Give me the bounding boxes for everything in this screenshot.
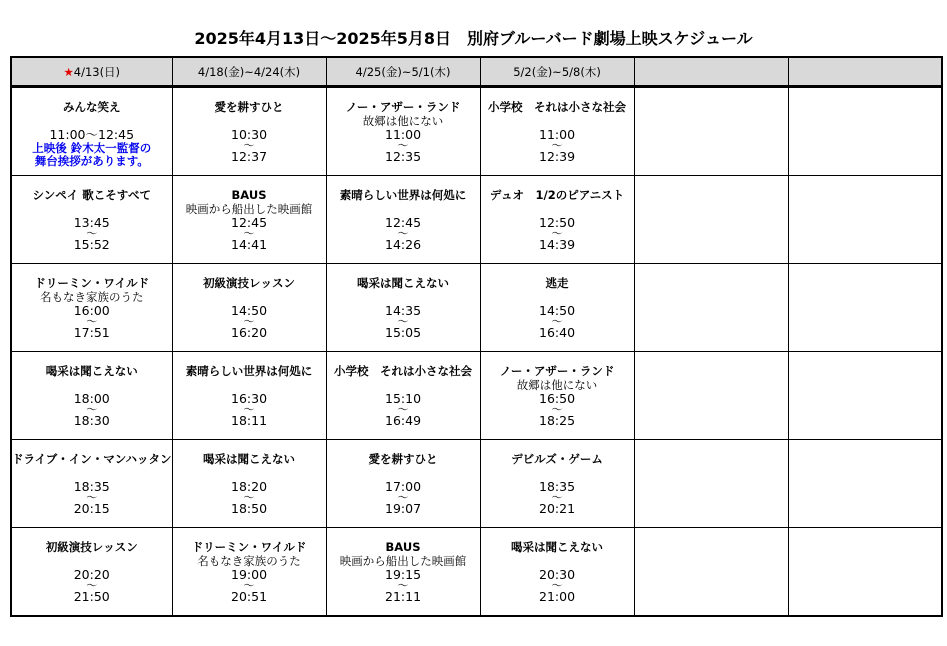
- schedule-row: [11, 528, 942, 617]
- movie-title: デビルズ・ゲーム: [511, 452, 603, 466]
- column-header-label: 5/2(金)~5/8(木): [513, 64, 601, 79]
- start-time: 12:45: [385, 215, 422, 230]
- screening: [481, 528, 634, 615]
- time-separator: ～: [551, 579, 563, 592]
- schedule-cell: [480, 528, 634, 617]
- movie-title: ドリーミン・ワイルド: [191, 540, 307, 554]
- movie-subtitle: 名もなき家族のうた: [197, 554, 301, 568]
- schedule-cell: [11, 87, 172, 176]
- end-time: 14:39: [539, 237, 576, 252]
- movie-title: 素晴らしい世界は何処に: [339, 188, 467, 202]
- start-time: 16:00: [73, 303, 110, 318]
- movie-title: ノー・アザー・ランド: [499, 364, 615, 378]
- time-separator: ～: [86, 491, 98, 504]
- movie-subtitle: 故郷は他にない: [362, 114, 444, 128]
- start-time: 19:00: [231, 567, 268, 582]
- time-separator: ～: [551, 315, 563, 328]
- screening: [327, 352, 480, 439]
- time-separator: ～: [397, 227, 409, 240]
- time-separator: ～: [243, 139, 255, 152]
- schedule-cell: [634, 528, 788, 617]
- schedule-cell: [480, 176, 634, 264]
- start-time: 12:50: [539, 215, 576, 230]
- column-header-4: [480, 57, 634, 87]
- schedule-cell: [11, 352, 172, 440]
- movie-title: 初級演技レッスン: [45, 540, 138, 554]
- time-separator: ～: [551, 491, 563, 504]
- movie-title: BAUS: [231, 188, 267, 202]
- schedule-cell: [634, 264, 788, 352]
- time-separator: ～: [397, 579, 409, 592]
- start-time: 10:30: [231, 127, 268, 142]
- movie-subtitle: 映画から船出した映画館: [185, 202, 313, 216]
- schedule-cell: [172, 87, 326, 176]
- movie-title: 小学校 それは小さな社会: [334, 364, 473, 378]
- star-icon: ★: [63, 64, 74, 79]
- start-time: 16:30: [231, 391, 268, 406]
- start-time: 16:50: [539, 391, 576, 406]
- screening: [173, 176, 326, 263]
- movie-title: 小学校 それは小さな社会: [488, 100, 627, 114]
- end-time: 21:50: [73, 589, 110, 604]
- screening: [173, 352, 326, 439]
- screening: [481, 440, 634, 527]
- time-separator: ～: [243, 227, 255, 240]
- schedule-cell: [634, 440, 788, 528]
- column-header-label: 4/25(金)~5/1(木): [355, 64, 451, 79]
- start-time: 19:15: [385, 567, 422, 582]
- end-time: 14:41: [231, 237, 268, 252]
- end-time: 16:40: [539, 325, 576, 340]
- start-time: 12:45: [231, 215, 268, 230]
- schedule-cell: [788, 528, 942, 617]
- schedule-cell: [634, 352, 788, 440]
- movie-title: シンペイ 歌こそすべて: [32, 188, 151, 202]
- end-time: 21:00: [539, 589, 576, 604]
- schedule-cell: [172, 528, 326, 617]
- screening: [12, 440, 172, 527]
- movie-title: 愛を耕すひと: [368, 452, 438, 466]
- start-time: 15:10: [385, 391, 422, 406]
- schedule-cell: [326, 176, 480, 264]
- movie-subtitle: 故郷は他にない: [516, 378, 598, 392]
- start-time: 11:00～12:45: [49, 127, 135, 142]
- end-time: 15:52: [73, 237, 110, 252]
- event-note: 舞台挨拶があります。: [34, 154, 149, 168]
- movie-title: 逃走: [545, 276, 569, 290]
- schedule-cell: [634, 176, 788, 264]
- screening: [481, 352, 634, 439]
- column-header-3: [326, 57, 480, 87]
- screening: [327, 176, 480, 263]
- schedule-cell: [788, 87, 942, 176]
- start-time: 14:35: [385, 303, 422, 318]
- time-separator: ～: [243, 403, 255, 416]
- end-time: 16:49: [385, 413, 422, 428]
- end-time: 14:26: [385, 237, 422, 252]
- time-separator: ～: [86, 315, 98, 328]
- end-time: 12:37: [231, 149, 268, 164]
- screening: [327, 440, 480, 527]
- end-time: 20:21: [539, 501, 576, 516]
- schedule-row: [11, 440, 942, 528]
- schedule-cell: [480, 87, 634, 176]
- start-time: 17:00: [385, 479, 422, 494]
- time-separator: ～: [397, 491, 409, 504]
- schedule-cell: [11, 528, 172, 617]
- screening: [327, 88, 480, 175]
- header-row: [11, 57, 942, 87]
- time-separator: ～: [551, 227, 563, 240]
- schedule-cell: [634, 87, 788, 176]
- end-time: 21:11: [385, 589, 422, 604]
- movie-title: 喝采は聞こえない: [511, 540, 604, 554]
- schedule-cell: [480, 264, 634, 352]
- time-separator: ～: [397, 403, 409, 416]
- movie-title: ドライブ・イン・マンハッタン: [12, 452, 172, 466]
- screening: [12, 528, 172, 615]
- schedule-cell: [11, 440, 172, 528]
- time-separator: ～: [551, 403, 563, 416]
- column-header-label: 4/18(金)~4/24(木): [197, 64, 301, 79]
- column-header-5: [634, 57, 788, 87]
- start-time: 18:35: [539, 479, 576, 494]
- schedule-row: [11, 176, 942, 264]
- time-separator: ～: [86, 403, 98, 416]
- screening: [12, 352, 172, 439]
- event-note: 上映後 鈴木太一監督の: [32, 141, 152, 155]
- movie-title: 喝采は聞こえない: [203, 452, 296, 466]
- start-time: 13:45: [73, 215, 110, 230]
- screening: [327, 528, 480, 615]
- schedule-row: [11, 264, 942, 352]
- schedule-cell: [326, 352, 480, 440]
- start-time: 18:35: [73, 479, 110, 494]
- schedule-row: [11, 87, 942, 176]
- movie-title: デュオ 1/2のピアニスト: [489, 188, 625, 202]
- screening: [481, 264, 634, 351]
- schedule-cell: [172, 352, 326, 440]
- end-time: 20:51: [231, 589, 268, 604]
- start-time: 11:00: [539, 127, 576, 142]
- time-separator: ～: [551, 139, 563, 152]
- time-separator: ～: [86, 227, 98, 240]
- time-separator: ～: [243, 315, 255, 328]
- schedule-cell: [326, 264, 480, 352]
- movie-title: みんな笑え: [63, 100, 121, 114]
- screening: [173, 264, 326, 351]
- column-header-6: [788, 57, 942, 87]
- time-separator: ～: [243, 491, 255, 504]
- screening: [173, 440, 326, 527]
- end-time: 20:15: [73, 501, 110, 516]
- start-time: 11:00: [385, 127, 422, 142]
- schedule-cell: [788, 352, 942, 440]
- end-time: 16:20: [231, 325, 268, 340]
- schedule-cell: [788, 264, 942, 352]
- screening: [12, 88, 172, 175]
- schedule-cell: [326, 528, 480, 617]
- end-time: 18:25: [539, 413, 576, 428]
- schedule-table: [10, 56, 943, 617]
- screening: [173, 88, 326, 175]
- schedule-cell: [480, 352, 634, 440]
- column-header-1: [11, 57, 172, 87]
- movie-subtitle: 名もなき家族のうた: [40, 290, 144, 304]
- movie-title: 素晴らしい世界は何処に: [185, 364, 313, 378]
- start-time: 18:20: [231, 479, 268, 494]
- movie-title: 初級演技レッスン: [203, 276, 295, 290]
- end-time: 18:50: [231, 501, 268, 516]
- screening: [481, 88, 634, 175]
- schedule-cell: [172, 176, 326, 264]
- page-title: 2025年4月13日～2025年5月8日 別府ブルーバード劇場上映スケジュール: [194, 29, 753, 48]
- movie-title: 愛を耕すひと: [214, 100, 284, 114]
- schedule-cell: [788, 176, 942, 264]
- end-time: 19:07: [385, 501, 422, 516]
- end-time: 12:39: [539, 149, 576, 164]
- start-time: 20:20: [73, 567, 110, 582]
- schedule-cell: [11, 264, 172, 352]
- end-time: 15:05: [385, 325, 422, 340]
- end-time: 18:11: [231, 413, 268, 428]
- end-time: 12:35: [385, 149, 422, 164]
- time-separator: ～: [86, 579, 98, 592]
- start-time: 20:30: [539, 567, 576, 582]
- movie-title: 喝采は聞こえない: [357, 276, 450, 290]
- schedule-cell: [480, 440, 634, 528]
- time-separator: ～: [397, 139, 409, 152]
- schedule-body: [11, 87, 942, 617]
- time-separator: ～: [243, 579, 255, 592]
- column-header-2: [172, 57, 326, 87]
- schedule-cell: [326, 87, 480, 176]
- screening: [327, 264, 480, 351]
- schedule-cell: [788, 440, 942, 528]
- start-time: 18:00: [73, 391, 110, 406]
- schedule-cell: [172, 264, 326, 352]
- movie-title: ノー・アザー・ランド: [345, 100, 461, 114]
- screening: [12, 264, 172, 351]
- column-header-label: 4/13(日): [73, 64, 121, 79]
- movie-title: ドリーミン・ワイルド: [34, 276, 150, 290]
- schedule-cell: [326, 440, 480, 528]
- movie-subtitle: 映画から船出した映画館: [339, 554, 467, 568]
- start-time: 14:50: [231, 303, 268, 318]
- time-separator: ～: [397, 315, 409, 328]
- end-time: 17:51: [73, 325, 110, 340]
- screening: [12, 176, 172, 263]
- movie-title: 喝采は聞こえない: [45, 364, 138, 378]
- schedule-cell: [172, 440, 326, 528]
- end-time: 18:30: [73, 413, 110, 428]
- movie-title: BAUS: [385, 540, 421, 554]
- schedule-cell: [11, 176, 172, 264]
- start-time: 14:50: [539, 303, 576, 318]
- schedule-row: [11, 352, 942, 440]
- screening: [173, 528, 326, 615]
- screening: [481, 176, 634, 263]
